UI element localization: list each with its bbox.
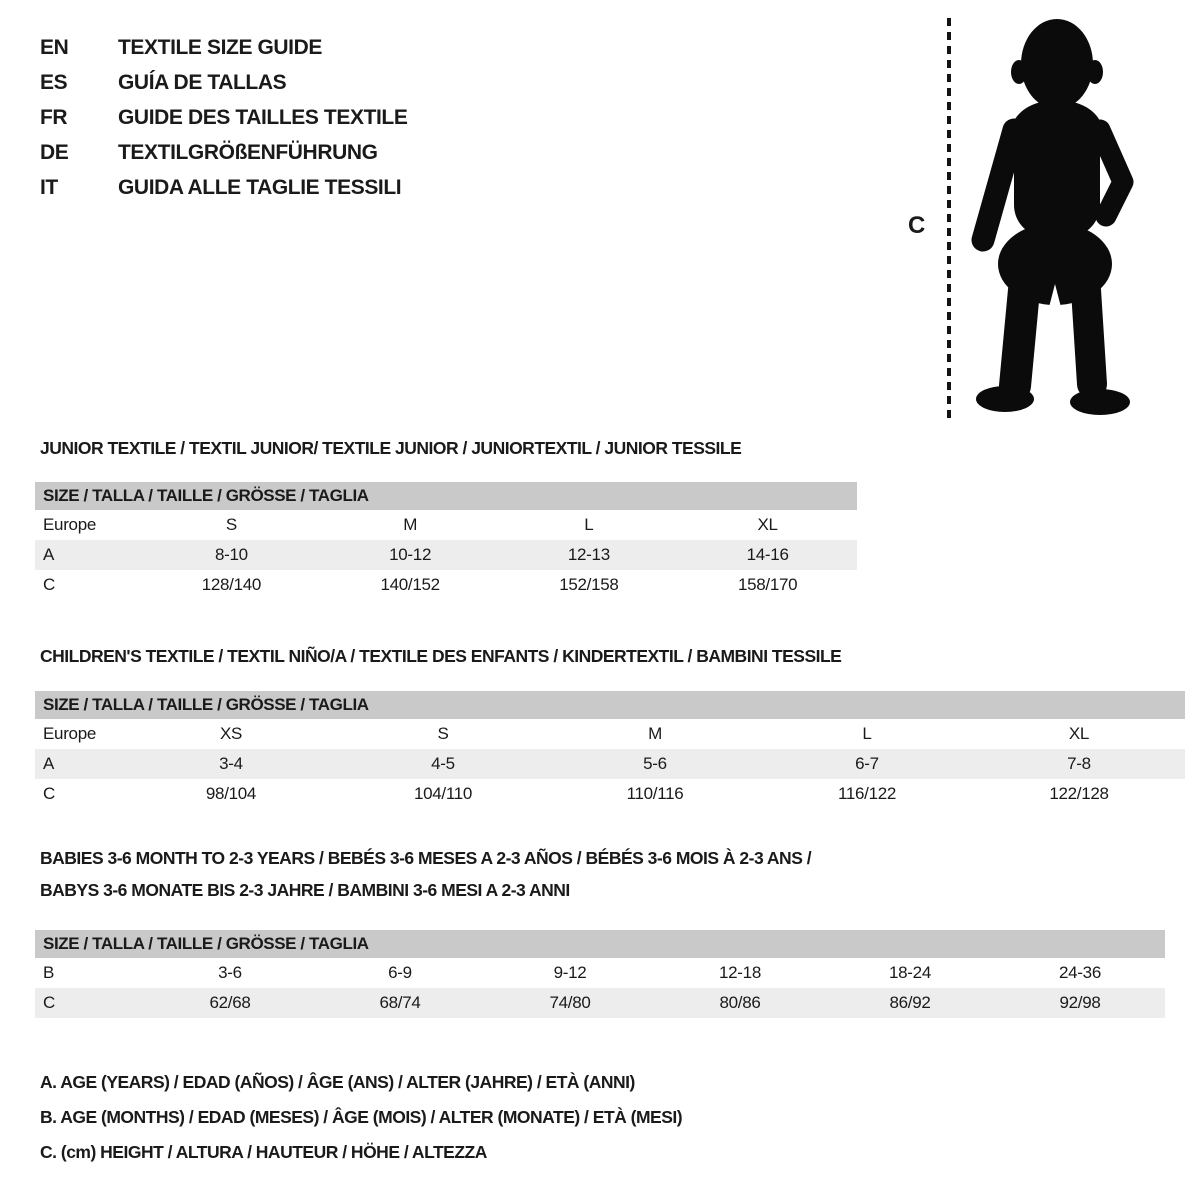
table-cell: 8-10 (214, 545, 248, 564)
legend-line-c: C. (cm) HEIGHT / ALTURA / HAUTEUR / HÖHE / ALTEZZA (40, 1142, 487, 1162)
table-cell: 24-36 (1059, 963, 1101, 982)
language-title: GUÍA DE TALLAS (118, 70, 287, 94)
size-header-bar: SIZE / TALLA / TAILLE / GRÖSSE / TAGLIA (35, 482, 857, 510)
table-row-columns (35, 510, 857, 540)
table-cell: 152/158 (559, 575, 619, 594)
row-label: C (43, 575, 55, 594)
table-cell: 5-6 (643, 754, 667, 773)
babies-heading-line2: BABYS 3-6 MONATE BIS 2-3 JAHRE / BAMBINI 3-6 MESI A 2-3 ANNI (40, 880, 570, 900)
row-label: Europe (43, 515, 97, 534)
table-cell: M (648, 724, 662, 743)
table-cell: 140/152 (380, 575, 440, 594)
table-cell: 14-16 (746, 545, 789, 564)
table-cell: 6-9 (388, 963, 412, 982)
table-cell: 10-12 (389, 545, 432, 564)
row-label: C (43, 993, 55, 1012)
language-header (40, 30, 407, 205)
language-title: TEXTILGRÖßENFÜHRUNG (118, 140, 378, 164)
table-row-B (35, 958, 1165, 988)
size-guide-figure (900, 0, 1160, 440)
table-row-A (35, 540, 857, 570)
language-title: TEXTILE SIZE GUIDE (118, 35, 322, 59)
junior-table-rows (35, 510, 857, 600)
junior-section-heading: JUNIOR TEXTILE / TEXTIL JUNIOR/ TEXTILE JUNIOR / JUNIORTEXTIL / JUNIOR TESSILE (40, 438, 742, 458)
table-cell: S (225, 515, 237, 534)
table-cell: 68/74 (379, 993, 421, 1012)
table-cell: 92/98 (1059, 993, 1101, 1012)
table-row-C (35, 570, 857, 600)
table-cell: 98/104 (205, 784, 257, 803)
row-label: C (43, 784, 55, 803)
table-cell: 3-4 (219, 754, 243, 773)
table-cell: 9-12 (553, 963, 587, 982)
toddler-silhouette-icon (962, 12, 1147, 427)
table-cell: 86/92 (889, 993, 931, 1012)
table-cell: 110/116 (626, 784, 684, 803)
legend (40, 1065, 682, 1170)
babies-heading-line1: BABIES 3-6 MONTH TO 2-3 YEARS / BEBÉS 3-6 MESES A 2-3 AÑOS / BÉBÉS 3-6 MOIS À 2-3 ANS / (40, 848, 812, 868)
language-code: EN (40, 35, 69, 59)
language-row (40, 170, 407, 205)
table-cell: 4-5 (431, 754, 455, 773)
size-header-bar: SIZE / TALLA / TAILLE / GRÖSSE / TAGLIA (35, 930, 1165, 958)
table-cell: 116/122 (837, 784, 897, 803)
children-table-rows (35, 719, 1185, 809)
measure-label-c: C (908, 212, 926, 239)
table-cell: 104/110 (413, 784, 473, 803)
table-cell: 7-8 (1067, 754, 1091, 773)
size-header-bar: SIZE / TALLA / TAILLE / GRÖSSE / TAGLIA (35, 691, 1185, 719)
table-cell: M (403, 515, 418, 534)
babies-table-rows (35, 958, 1165, 1018)
table-cell: 18-24 (889, 963, 931, 982)
legend-line-b: B. AGE (MONTHS) / EDAD (MESES) / ÂGE (MOIS) / ALTER (MONATE) / ETÀ (MESI) (40, 1107, 683, 1127)
table-cell: S (437, 724, 449, 743)
language-row (40, 100, 407, 135)
table-cell: 3-6 (218, 963, 242, 982)
babies-size-table (35, 930, 1165, 1018)
table-cell: 74/80 (549, 993, 591, 1012)
table-cell: L (584, 515, 594, 534)
table-row-columns (35, 719, 1185, 749)
row-label: B (43, 963, 55, 982)
row-label: Europe (43, 724, 97, 743)
language-row (40, 65, 407, 100)
language-title: GUIDE DES TAILLES TEXTILE (118, 105, 408, 129)
language-code: DE (40, 140, 69, 164)
language-code: IT (40, 175, 58, 199)
table-cell: 158/170 (737, 575, 798, 594)
table-cell: 12-13 (567, 545, 610, 564)
table-cell: XL (1068, 724, 1090, 743)
table-cell: L (862, 724, 872, 743)
row-label: A (43, 754, 55, 773)
language-row (40, 30, 407, 65)
row-label: A (43, 545, 55, 564)
table-cell: XS (219, 724, 243, 743)
table-row-A (35, 749, 1185, 779)
junior-size-table (35, 482, 857, 600)
language-title: GUIDA ALLE TAGLIE TESSILI (118, 175, 402, 199)
table-cell: 62/68 (209, 993, 251, 1012)
children-size-table (35, 691, 1185, 809)
table-cell: 128/140 (201, 575, 262, 594)
table-row-C (35, 988, 1165, 1018)
table-cell: 6-7 (855, 754, 879, 773)
height-measure-dashed-line (947, 18, 951, 422)
legend-line-a: A. AGE (YEARS) / EDAD (AÑOS) / ÂGE (ANS) / ALTER (JAHRE) / ETÀ (ANNI) (40, 1072, 635, 1092)
table-cell: XL (757, 515, 778, 534)
language-row (40, 135, 407, 170)
children-section-heading: CHILDREN'S TEXTILE / TEXTIL NIÑO/A / TEXTILE DES ENFANTS / KINDERTEXTIL / BAMBINI TESSILE (40, 646, 842, 666)
language-code: FR (40, 105, 68, 129)
table-cell: 122/128 (1049, 784, 1109, 803)
table-cell: 80/86 (719, 993, 761, 1012)
table-cell: 12-18 (719, 963, 761, 982)
table-row-C (35, 779, 1185, 809)
babies-section-heading (40, 842, 811, 906)
language-code: ES (40, 70, 68, 94)
